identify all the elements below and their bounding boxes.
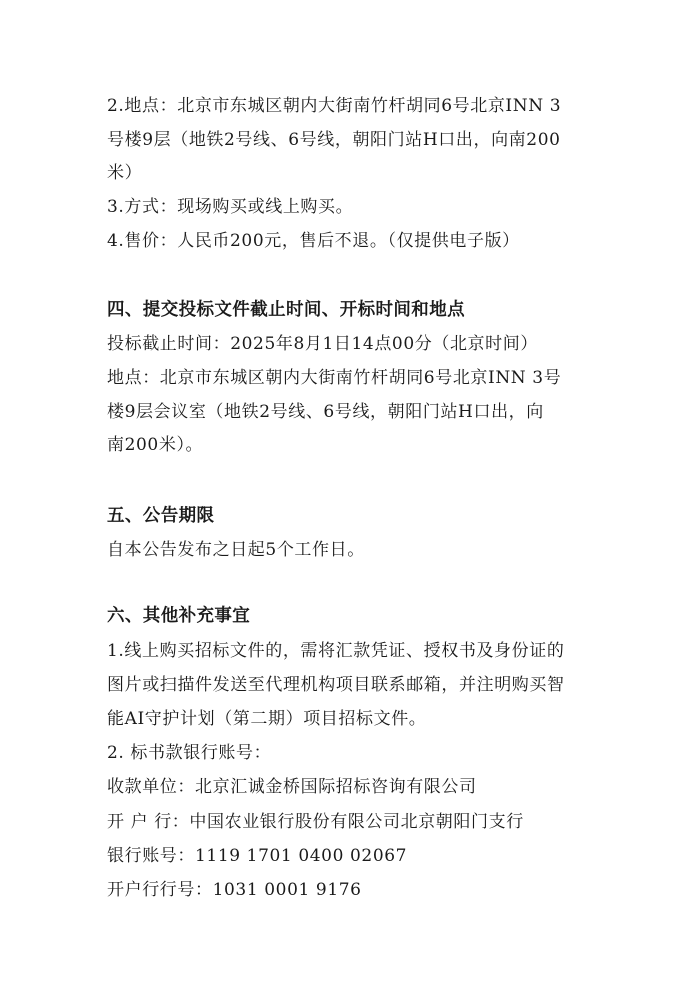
bid-location-line-3: 南200米）。: [107, 435, 204, 455]
payee: 收款单位：北京汇诚金桥国际招标咨询有限公司: [107, 777, 477, 797]
account-number: 银行账号：1119 1701 0400 02067: [107, 846, 408, 866]
section-6-heading: 六、其他补充事宜: [107, 606, 251, 626]
price: 4.售价：人民币200元，售后不退。（仅提供电子版）: [107, 231, 520, 251]
bid-deadline: 投标截止时间：2025年8月1日14点00分（北京时间）: [107, 334, 538, 354]
online-purchase-line-1: 1.线上购买招标文件的，需将汇款凭证、授权书及身份证的: [107, 641, 565, 661]
online-purchase-line-2: 图片或扫描件发送至代理机构项目联系邮箱，并注明购买智: [107, 675, 565, 695]
section-5-heading: 五、公告期限: [107, 506, 215, 526]
bank-account-title: 2. 标书款银行账号：: [107, 743, 272, 763]
announcement-period: 自本公告发布之日起5个工作日。: [107, 540, 365, 560]
online-purchase-line-3: 能AI守护计划（第二期）项目招标文件。: [107, 709, 427, 729]
location-line-1: 2.地点：北京市东城区朝内大街南竹杆胡同6号北京INN 3: [107, 96, 562, 116]
location-line-2: 号楼9层（地铁2号线、6号线，朝阳门站H口出，向南200: [107, 130, 561, 150]
bid-location-line-1: 地点：北京市东城区朝内大街南竹杆胡同6号北京INN 3号: [107, 368, 562, 388]
section-4-heading: 四、提交投标文件截止时间、开标时间和地点: [107, 300, 465, 320]
bank-code: 开户行行号：1031 0001 9176: [107, 880, 362, 900]
purchase-method: 3.方式：现场购买或线上购买。: [107, 197, 354, 217]
bank-name: 开 户 行：中国农业银行股份有限公司北京朝阳门支行: [107, 812, 524, 832]
location-line-3: 米）: [107, 163, 143, 183]
bid-location-line-2: 楼9层会议室（地铁2号线、6号线，朝阳门站H口出，向: [107, 402, 544, 422]
